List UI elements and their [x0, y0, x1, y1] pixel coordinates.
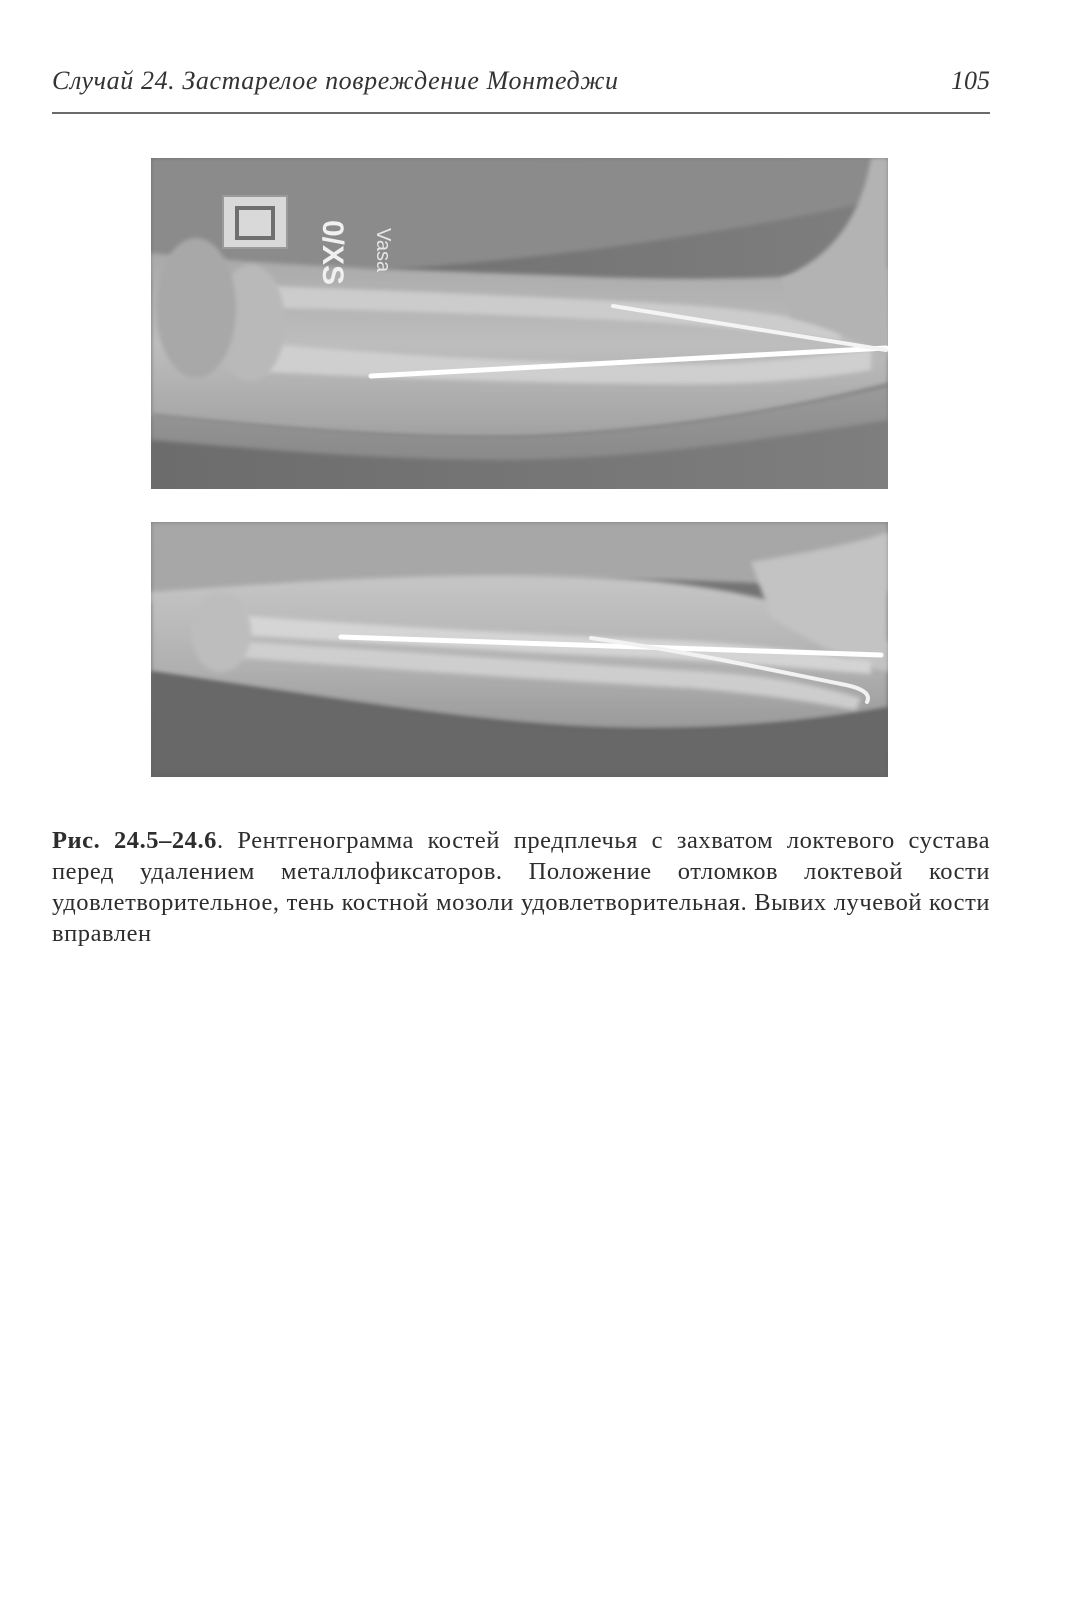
header-rule	[52, 112, 990, 114]
xray-image-24-6	[151, 522, 888, 777]
xray-24-5-graphic	[151, 158, 888, 489]
lead-marker	[223, 196, 287, 248]
caption-label: Рис. 24.5–24.6	[52, 826, 217, 854]
xray-patient-marker: Vasa	[372, 228, 394, 273]
xray-24-6-graphic	[151, 522, 888, 777]
page-number: 105	[951, 66, 990, 95]
xray-side-marker: 0/XS	[316, 220, 349, 286]
xray-image-24-5	[151, 158, 888, 489]
running-title: Случай 24. Застарелое повреждение Монтеджи	[52, 66, 619, 95]
caption-separator: .	[216, 826, 238, 854]
running-head	[52, 62, 990, 102]
figure-caption	[52, 825, 990, 949]
caption-text: Рентгенограмма костей предплечья с захватом локтевого сустава перед удалением металлофиксаторов. Положение отломков локтевой кости удовлетворительное, тень костной мозоли удовлетворительная. Вывих лучевой кости вправлен	[52, 826, 991, 947]
